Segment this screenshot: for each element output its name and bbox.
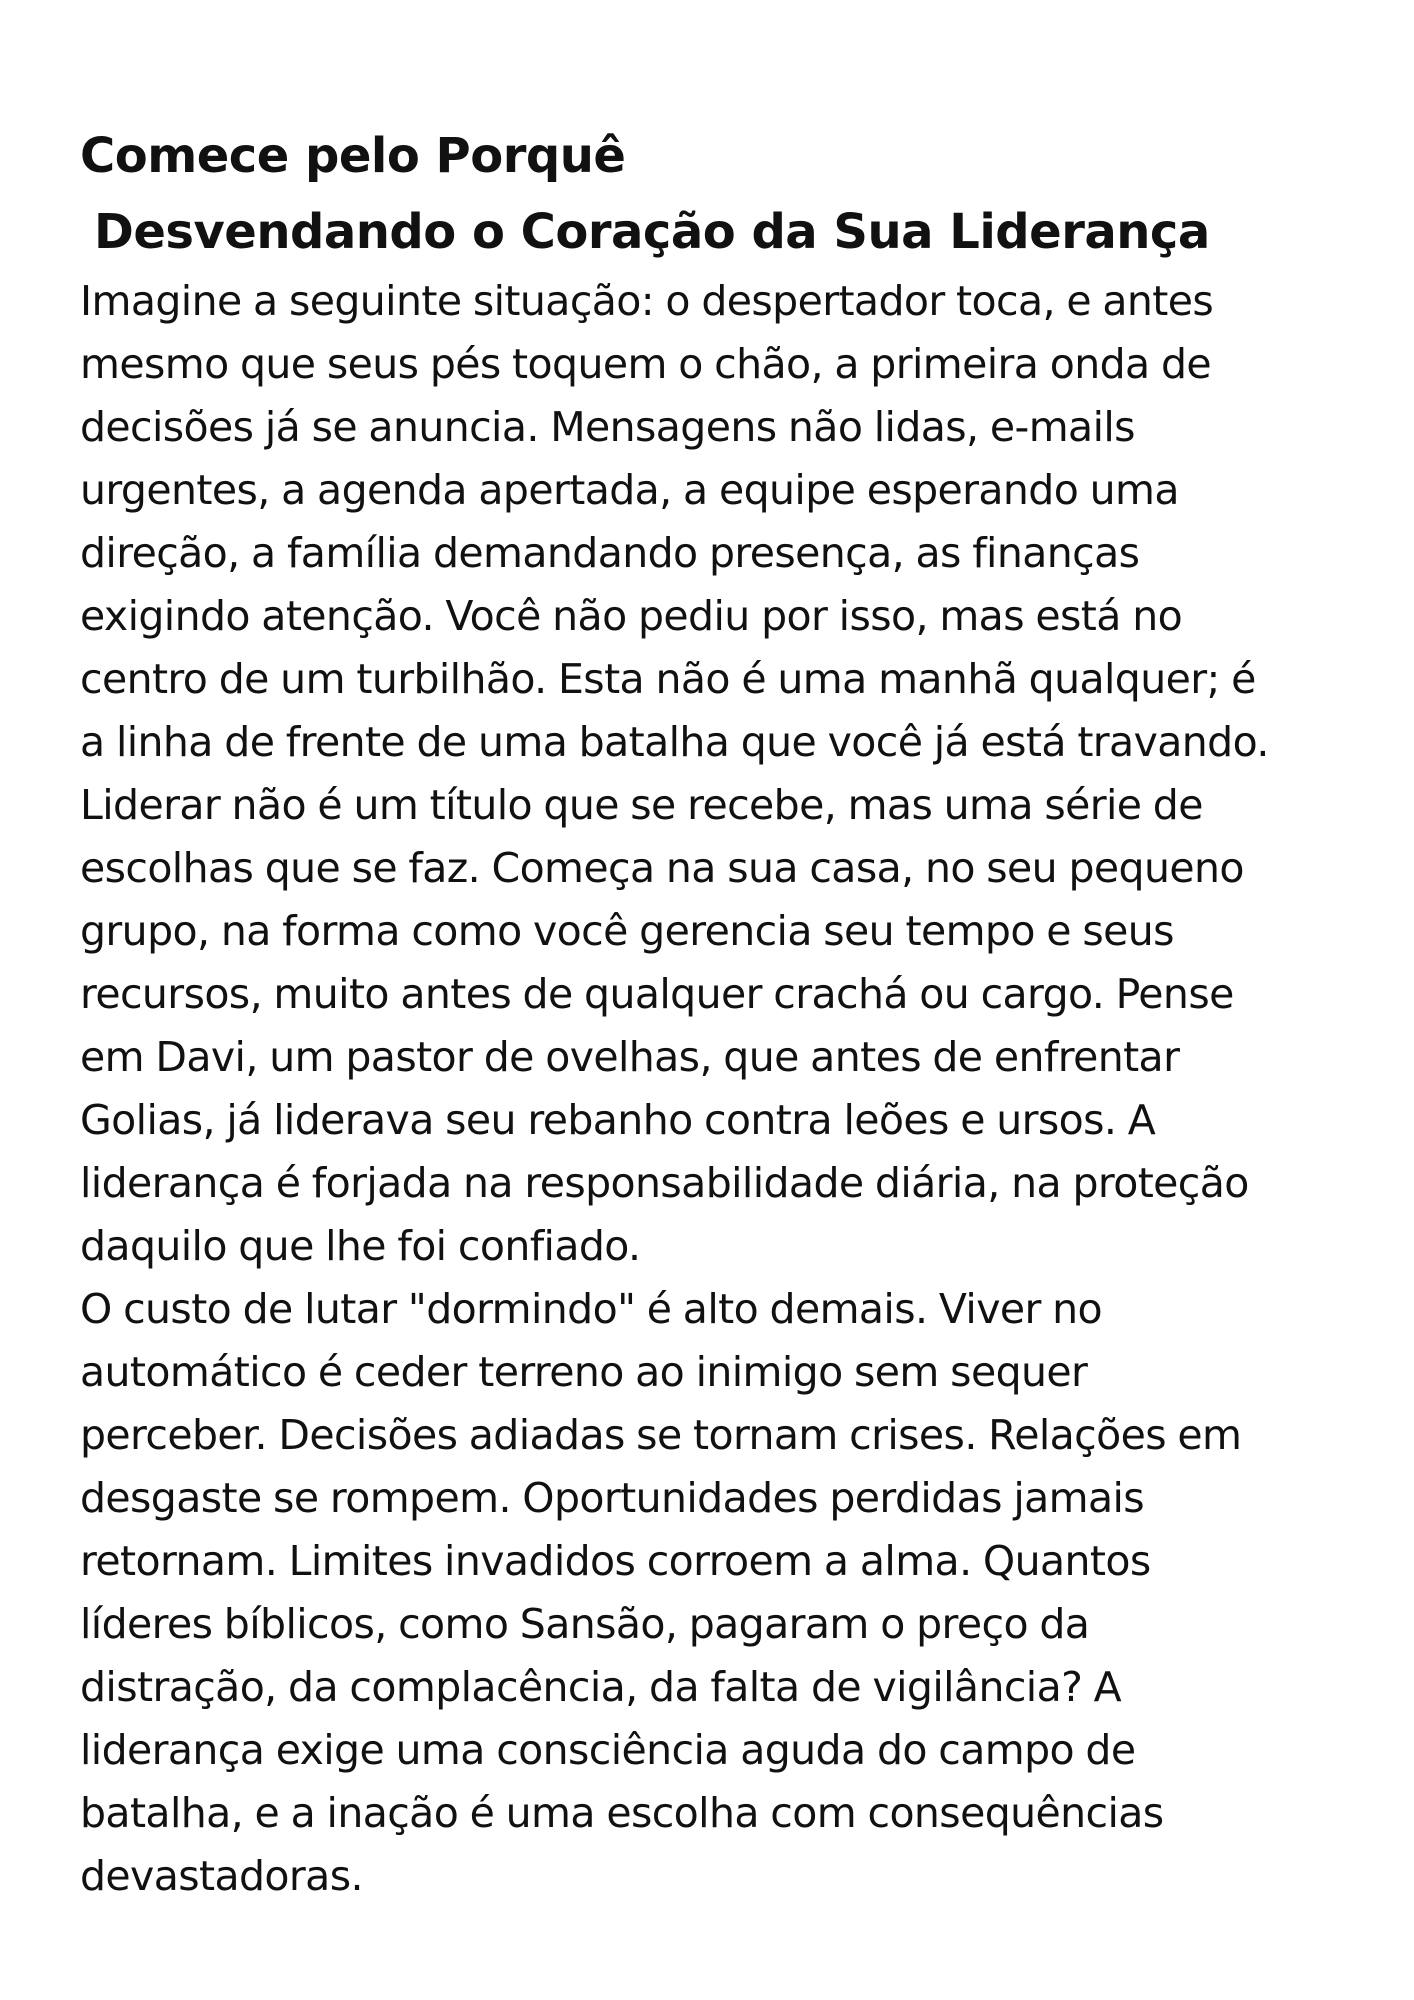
- document-body: [80, 270, 1350, 1908]
- text-line: urgentes, a agenda apertada, a equipe esperando uma: [80, 466, 1179, 514]
- text-line: Imagine a seguinte situação: o despertador toca, e antes: [80, 277, 1214, 325]
- text-line: Golias, já liderava seu rebanho contra leões e ursos. A: [80, 1096, 1156, 1144]
- text-line: grupo, na forma como você gerencia seu tempo e seus: [80, 907, 1174, 955]
- document-title: Comece pelo Porquê: [80, 128, 626, 184]
- text-line: líderes bíblicos, como Sansão, pagaram o preço da: [80, 1600, 1090, 1648]
- text-line: perceber. Decisões adiadas se tornam crises. Relações em: [80, 1411, 1242, 1459]
- document-page: [80, 118, 1350, 1908]
- text-line: em Davi, um pastor de ovelhas, que antes de enfrentar: [80, 1033, 1180, 1081]
- text-line: escolhas que se faz. Começa na sua casa, no seu pequeno: [80, 844, 1244, 892]
- text-line: exigindo atenção. Você não pediu por isso, mas está no: [80, 592, 1183, 640]
- text-line: direção, a família demandando presença, as finanças: [80, 529, 1140, 577]
- text-line: retornam. Limites invadidos corroem a alma. Quantos: [80, 1537, 1151, 1585]
- text-line: centro de um turbilhão. Esta não é uma manhã qualquer; é: [80, 655, 1256, 703]
- paragraph-2: [80, 1278, 1350, 1908]
- text-line: daquilo que lhe foi confiado.: [80, 1222, 641, 1270]
- text-line: automático é ceder terreno ao inimigo sem sequer: [80, 1348, 1088, 1396]
- text-line: devastadoras.: [80, 1852, 363, 1900]
- text-line: liderança exige uma consciência aguda do campo de: [80, 1726, 1136, 1774]
- text-line: recursos, muito antes de qualquer crachá ou cargo. Pense: [80, 970, 1234, 1018]
- text-line: Liderar não é um título que se recebe, mas uma série de: [80, 781, 1203, 829]
- text-line: liderança é forjada na responsabilidade diária, na proteção: [80, 1159, 1249, 1207]
- text-line: a linha de frente de uma batalha que você já está travando.: [80, 718, 1269, 766]
- text-line: O custo de lutar "dormindo" é alto demais. Viver no: [80, 1285, 1103, 1333]
- text-line: batalha, e a inação é uma escolha com consequências: [80, 1789, 1164, 1837]
- text-line: desgaste se rompem. Oportunidades perdidas jamais: [80, 1474, 1145, 1522]
- text-line: decisões já se anuncia. Mensagens não lidas, e-mails: [80, 403, 1135, 451]
- text-line: distração, da complacência, da falta de vigilância? A: [80, 1663, 1122, 1711]
- paragraph-1: [80, 270, 1350, 1278]
- document-subtitle: Desvendando o Coração da Sua Liderança: [94, 204, 1210, 260]
- text-line: mesmo que seus pés toquem o chão, a primeira onda de: [80, 340, 1212, 388]
